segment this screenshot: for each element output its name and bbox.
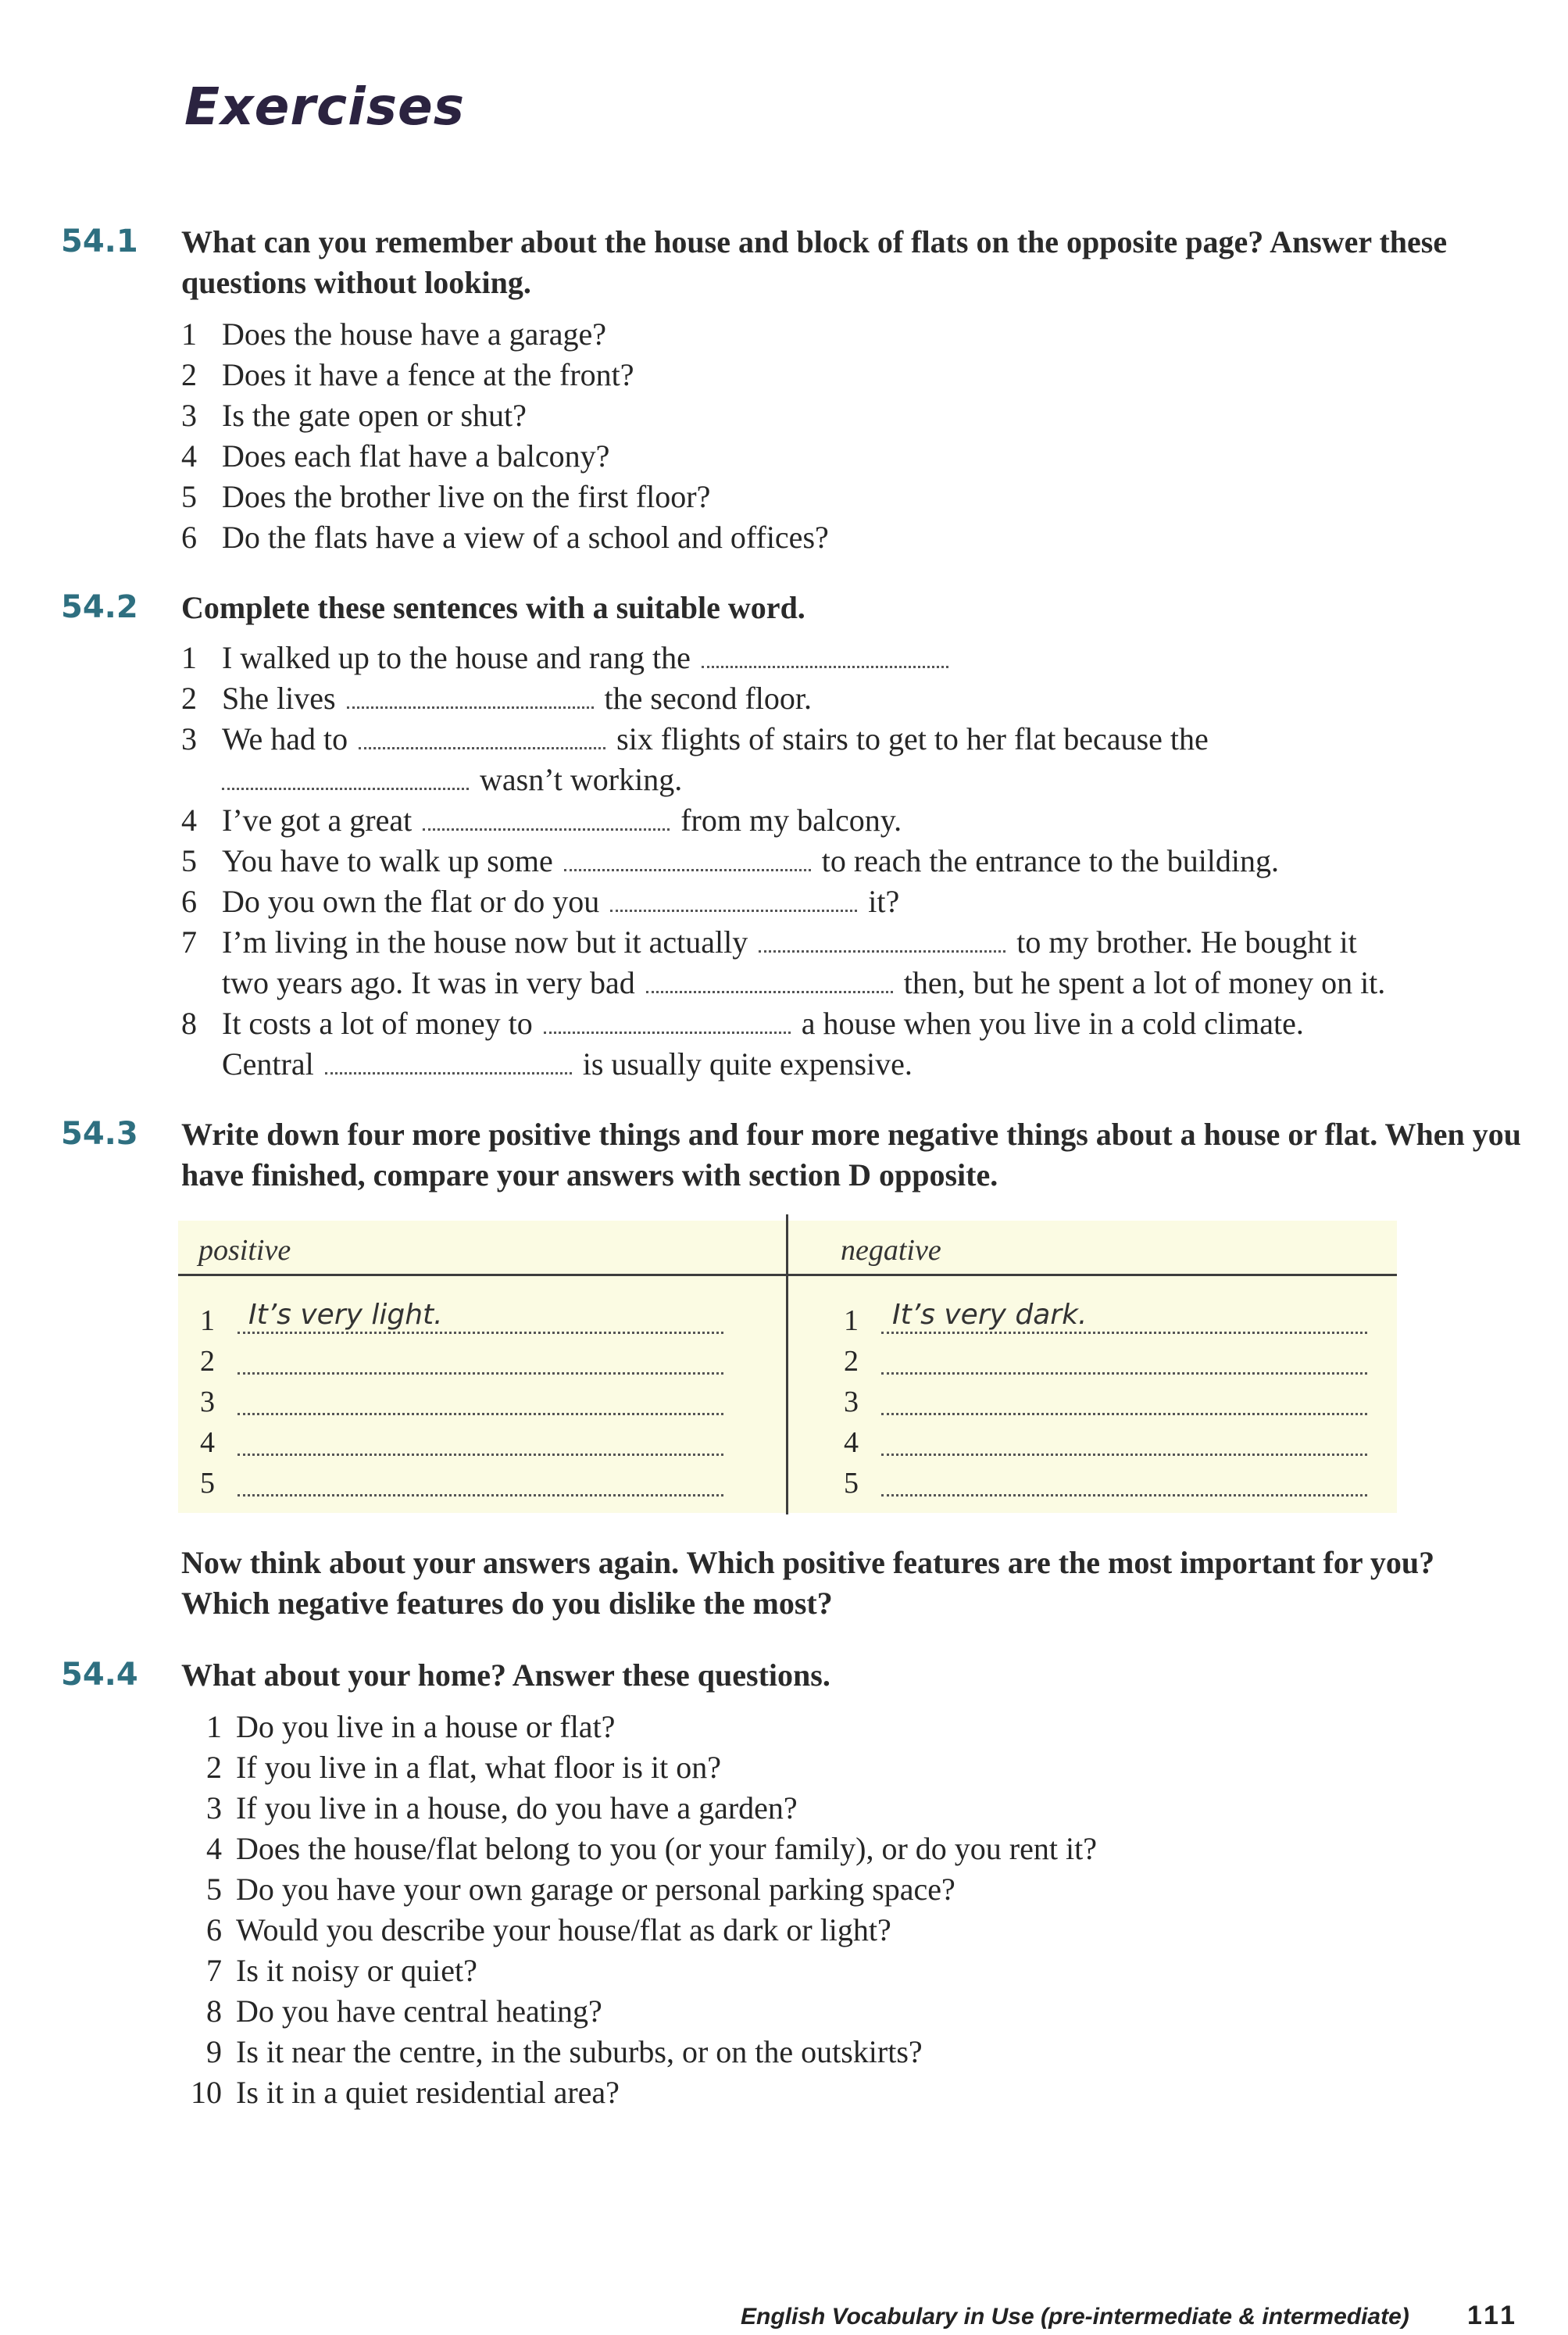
answer-blank[interactable] <box>646 967 893 993</box>
answer-blank[interactable] <box>702 642 948 668</box>
answer-blank[interactable] <box>347 683 594 709</box>
table-row: 4 <box>200 1425 747 1466</box>
answer-blank[interactable] <box>325 1049 572 1075</box>
exercise-number: 54.3 <box>61 1116 138 1152</box>
positive-negative-table <box>178 1221 1397 1513</box>
answer-line[interactable] <box>881 1494 1367 1496</box>
list-item: 10 Is it in a quiet residential area? <box>191 2075 620 2110</box>
list-item: 3 Is the gate open or shut? <box>181 398 527 433</box>
negative-column-header: negative <box>841 1234 941 1267</box>
answer-blank[interactable] <box>222 764 469 790</box>
answer-blank[interactable] <box>759 927 1005 953</box>
list-item: 1 Do you live in a house or flat? <box>206 1709 616 1744</box>
question-list <box>61 1707 1522 2113</box>
exercise-54-2 <box>61 588 1522 1085</box>
list-item: 7 I’m living in the house now but it actually to my brother. He bought it two years ago. It was in very bad then, but he spent a lot of money on it. <box>181 924 1386 1000</box>
list-item: 4 Does each flat have a balcony? <box>181 438 610 474</box>
exercise-number: 54.4 <box>61 1657 138 1693</box>
list-item: 6 Do the flats have a view of a school and offices? <box>181 520 829 555</box>
exercise-instruction: Complete these sentences with a suitable word. <box>181 590 805 625</box>
table-row: 3 <box>844 1385 1391 1425</box>
list-item: 5 Do you have your own garage or personal parking space? <box>206 1872 955 1907</box>
answer-line[interactable] <box>238 1332 723 1334</box>
table-divider <box>786 1214 788 1514</box>
list-item: 2 Does it have a fence at the front? <box>181 357 634 392</box>
exercise-54-3 <box>61 1114 1522 1196</box>
answer-blank[interactable] <box>544 1008 791 1034</box>
table-row: 2 <box>844 1344 1391 1385</box>
list-item: 4 I’ve got a great from my balcony. <box>181 803 902 838</box>
exercise-number: 54.1 <box>61 223 138 259</box>
sentence-list <box>61 638 1522 1085</box>
list-item: 3 If you live in a house, do you have a garden? <box>206 1790 798 1825</box>
answer-blank[interactable] <box>564 846 811 871</box>
list-item: 9 Is it near the centre, in the suburbs, or on the outskirts? <box>206 2034 923 2069</box>
list-item: 5 Does the brother live on the first floor? <box>181 479 711 514</box>
handwritten-example: It’s very dark. <box>892 1299 1088 1331</box>
list-item: 1 Does the house have a garage? <box>181 316 606 352</box>
book-title-footer: English Vocabulary in Use (pre-intermediate & intermediate) <box>741 2304 1409 2330</box>
exercise-54-1 <box>61 222 1522 558</box>
list-item: 5 You have to walk up some to reach the entrance to the building. <box>181 843 1280 878</box>
answer-blank[interactable] <box>359 724 605 749</box>
answer-line[interactable] <box>238 1413 723 1415</box>
list-item: 8 Do you have central heating? <box>206 1994 602 2029</box>
list-item: 3 We had to six flights of stairs to get to her flat because the wasn’t working. <box>181 721 1209 797</box>
exercise-instruction: What about your home? Answer these questions. <box>181 1657 830 1693</box>
list-item: 2 She lives the second floor. <box>181 681 813 716</box>
table-row: 2 <box>200 1344 747 1385</box>
exercise-54-4 <box>61 1655 1522 2113</box>
exercise-instruction: Write down four more positive things and four more negative things about a house or flat. When you have finished, compare your answers with section D opposite. <box>181 1117 1521 1193</box>
table-header-rule <box>178 1274 1397 1276</box>
page-number: 111 <box>1467 2301 1518 2330</box>
list-item: 4 Does the house/flat belong to you (or your family), or do you rent it? <box>206 1831 1097 1866</box>
answer-line[interactable] <box>238 1454 723 1456</box>
exercise-number: 54.2 <box>61 589 138 625</box>
list-item: 7 Is it noisy or quiet? <box>206 1953 477 1988</box>
follow-up-question: Now think about your answers again. Which positive features are the most important for you? Which negative features do you dislike the most? <box>181 1545 1435 1621</box>
list-item: 1 I walked up to the house and rang the <box>61 638 1522 678</box>
question-list <box>61 314 1522 558</box>
answer-line[interactable] <box>881 1372 1367 1375</box>
list-item: 6 Do you own the flat or do you it? <box>181 884 900 919</box>
answer-line[interactable] <box>238 1494 723 1496</box>
table-row: 5 <box>200 1466 747 1507</box>
positive-column-header: positive <box>198 1234 291 1267</box>
list-item: 2 If you live in a flat, what floor is it on? <box>206 1750 721 1785</box>
list-item: 6 Would you describe your house/flat as dark or light? <box>206 1912 891 1947</box>
table-row: 4 <box>844 1425 1391 1466</box>
exercise-instruction: What can you remember about the house and block of flats on the opposite page? Answer these questions without looking. <box>181 224 1448 300</box>
table-row: 1 It’s very dark. <box>844 1303 1391 1344</box>
answer-line[interactable] <box>881 1413 1367 1415</box>
answer-line[interactable] <box>881 1454 1367 1456</box>
answer-blank[interactable] <box>610 886 857 912</box>
table-row: 5 <box>844 1466 1391 1507</box>
answer-line[interactable] <box>881 1332 1367 1334</box>
answer-blank[interactable] <box>423 805 670 831</box>
answer-line[interactable] <box>238 1372 723 1375</box>
handwritten-example: It’s very light. <box>248 1299 443 1331</box>
table-row: 1 It’s very light. <box>200 1303 747 1344</box>
list-item: 8 It costs a lot of money to a house when you live in a cold climate. Central is usually quite expensive. <box>181 1006 1304 1082</box>
table-row: 3 <box>200 1385 747 1425</box>
page-heading: Exercises <box>184 77 466 137</box>
